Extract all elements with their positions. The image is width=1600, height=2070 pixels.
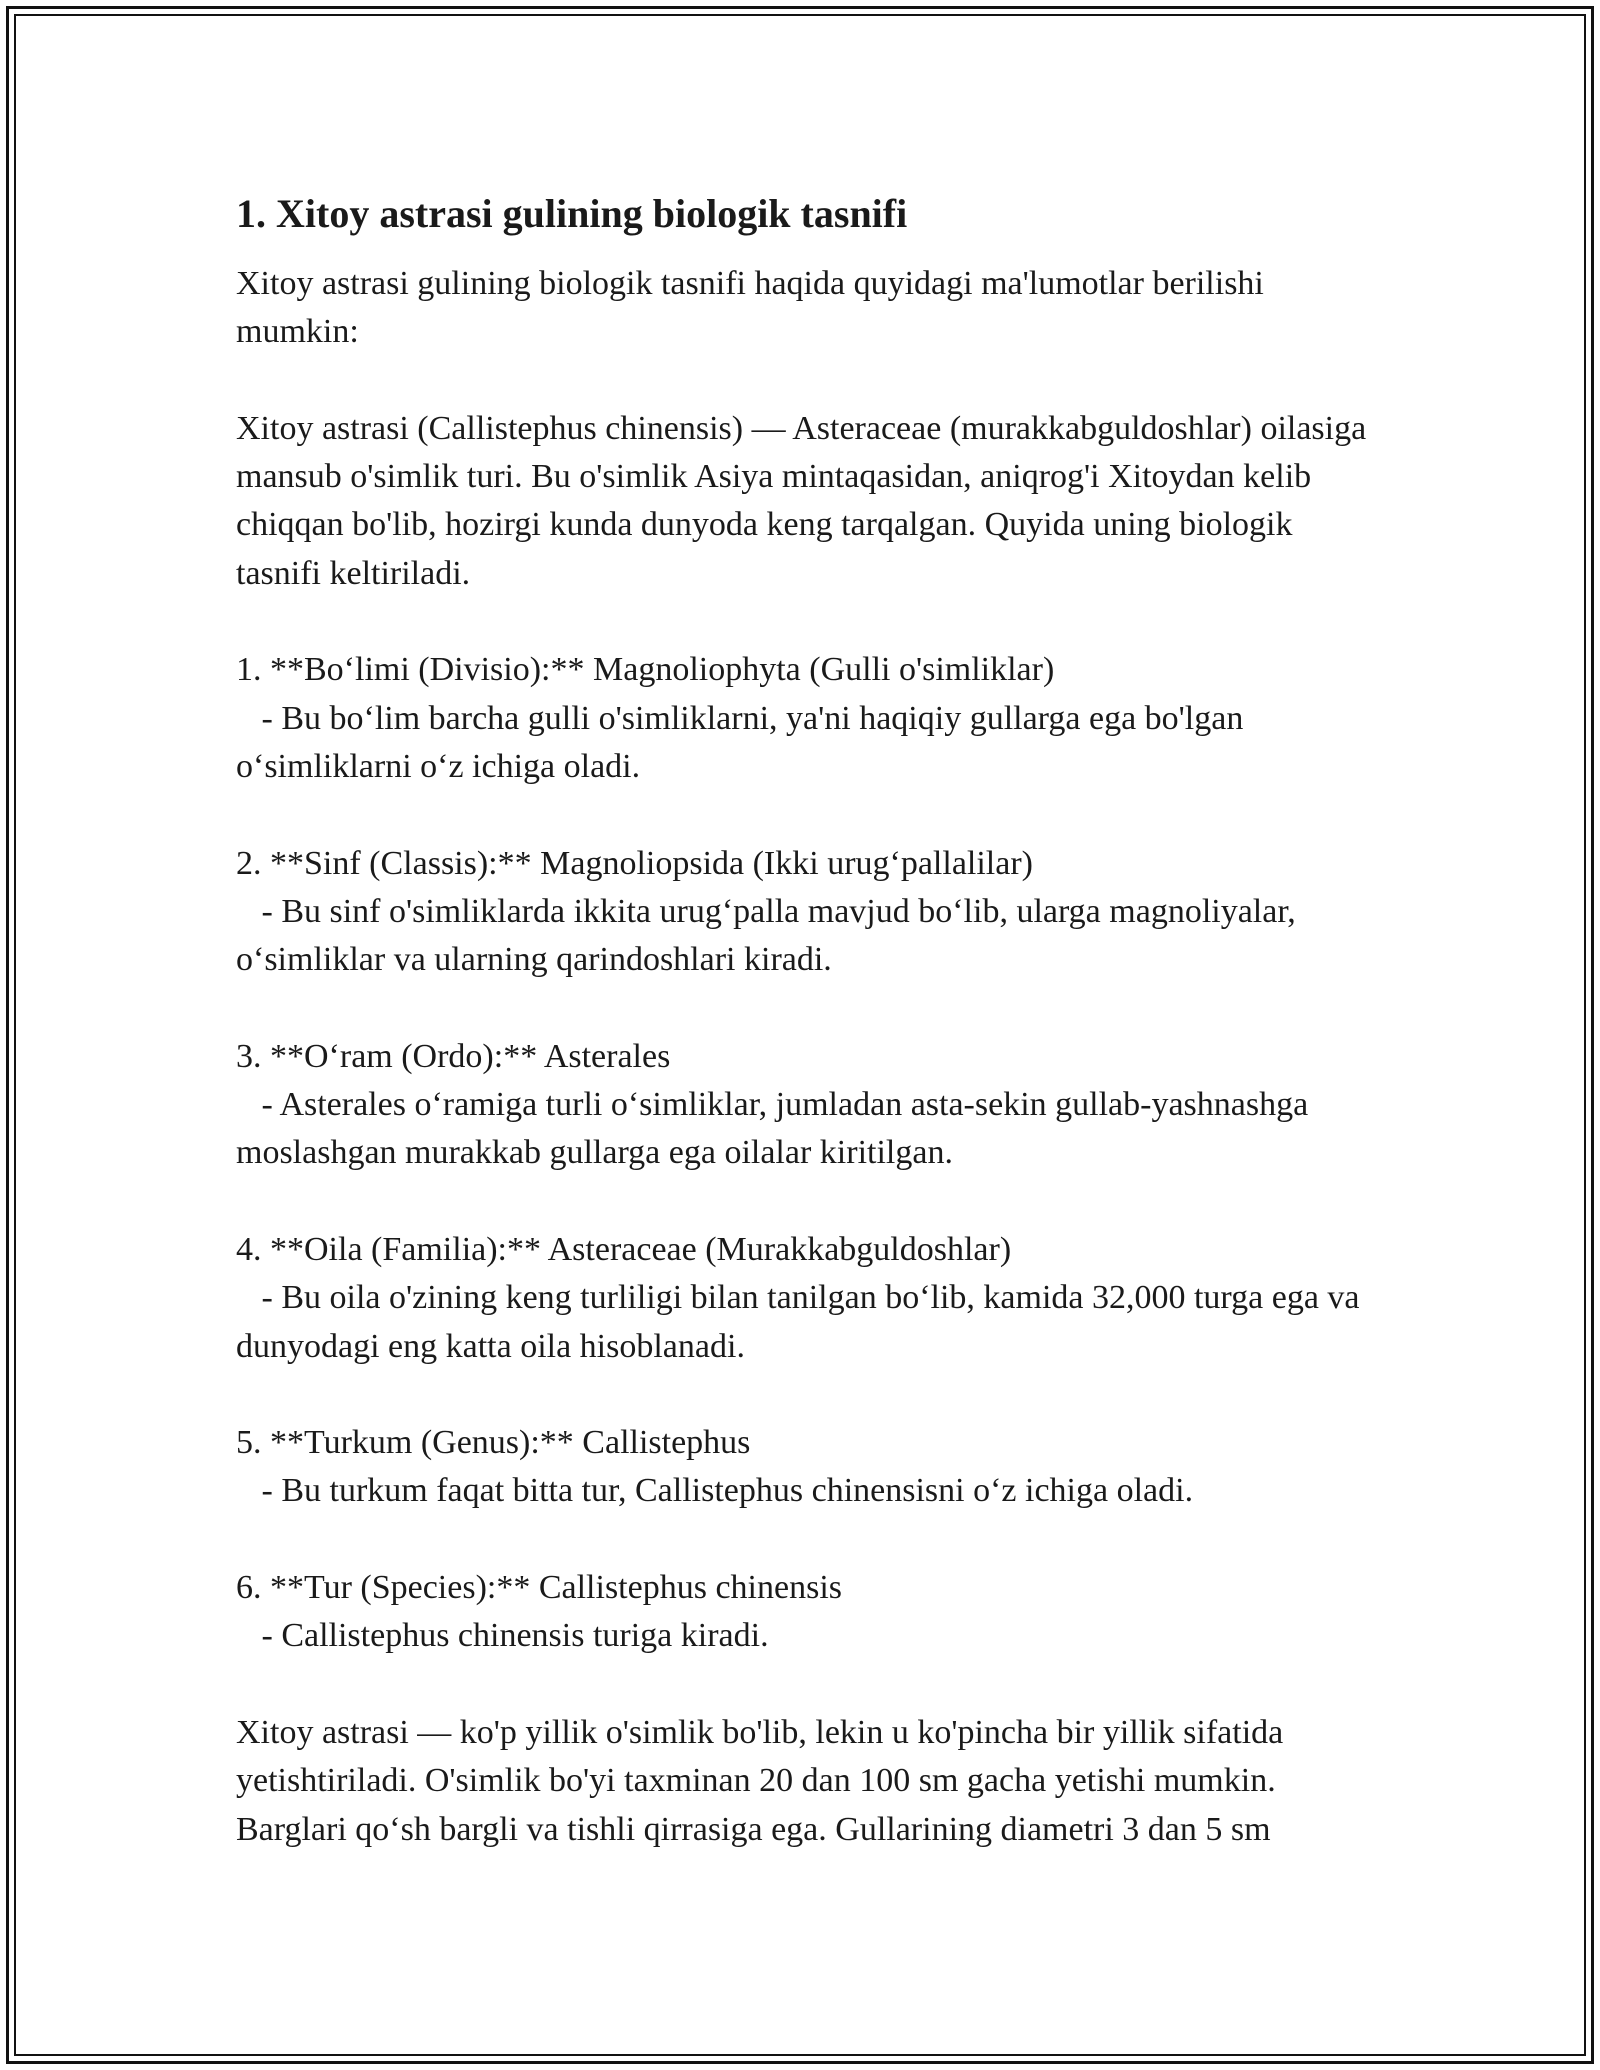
classification-item-description: - Bu turkum faqat bitta tur, Callistephus chinensisni o‘z ichiga oladi. bbox=[236, 1472, 1194, 1510]
classification-item-title: 6. **Tur (Species):** Callistephus chinensis bbox=[236, 1569, 842, 1607]
intro-paragraph: Xitoy astrasi gulining biologik tasnifi haqida quyidagi ma'lumotlar berilishi mumkin: bbox=[236, 265, 1273, 351]
classification-item-description: - Callistephus chinensis turiga kiradi. bbox=[236, 1617, 769, 1655]
document-body bbox=[236, 184, 1376, 1854]
classification-item-description: - Bu sinf o'simliklarda ikkita urug‘palla mavjud bo‘lib, ularga magnoliyalar, o‘simliklar va ularning qarindoshlari kiradi. bbox=[236, 892, 1305, 979]
classification-item bbox=[236, 646, 1376, 791]
overview-paragraph: Xitoy astrasi (Callistephus chinensis) — Asteraceae (murakkabguldoshlar) oilasiga mansub o'simlik turi. Bu o'simlik Asiya mintaqasidan, aniqrog'i Xitoydan kelib chiqqan bo'lib, hozirgi kunda dunyoda keng tarqalgan. Quyida uning biologik tasnifi keltiriladi. bbox=[236, 409, 1375, 592]
classification-item-description: - Bu bo‘lim barcha gulli o'simliklarni, ya'ni haqiqiy gullarga ega bo'lgan o‘simliklarni o‘z ichiga oladi. bbox=[236, 699, 1252, 785]
classification-item bbox=[236, 1226, 1376, 1371]
classification-item-description: - Bu oila o'zining keng turliligi bilan tanilgan bo‘lib, kamida 32,000 turga ega va dunyodagi eng katta oila hisoblanadi. bbox=[236, 1279, 1368, 1365]
classification-item bbox=[236, 1564, 1376, 1661]
classification-item bbox=[236, 840, 1376, 985]
classification-item bbox=[236, 1419, 1376, 1516]
classification-item-title: 2. **Sinf (Classis):** Magnoliopsida (Ikki urug‘pallalilar) bbox=[236, 844, 1033, 882]
classification-item bbox=[236, 1033, 1376, 1178]
section-heading: 1. Xitoy astrasi gulining biologik tasnifi bbox=[236, 191, 908, 236]
classification-item-title: 5. **Turkum (Genus):** Callistephus bbox=[236, 1424, 751, 1462]
classification-item-title: 4. **Oila (Familia):** Asteraceae (Murakkabguldoshlar) bbox=[236, 1230, 1012, 1268]
classification-item-description: - Asterales o‘ramiga turli o‘simliklar, jumladan asta-sekin gullab-yashnashga moslashgan murakkab gullarga ega oilalar kiritilgan. bbox=[236, 1086, 1317, 1172]
closing-paragraph: Xitoy astrasi — ko'p yillik o'simlik bo'lib, lekin u ko'pincha bir yillik sifatida yetishtiriladi. O'simlik bo'yi taxminan 20 dan 100 sm gacha yetishi mumkin. Barglari qo‘sh bargli va tishli qirrasiga ega. Gullarining diametri 3 dan 5 sm bbox=[236, 1713, 1292, 1848]
classification-item-title: 1. **Bo‘limi (Divisio):** Magnoliophyta (Gulli o'simliklar) bbox=[236, 651, 1055, 689]
classification-item-title: 3. **O‘ram (Ordo):** Asterales bbox=[236, 1037, 671, 1075]
